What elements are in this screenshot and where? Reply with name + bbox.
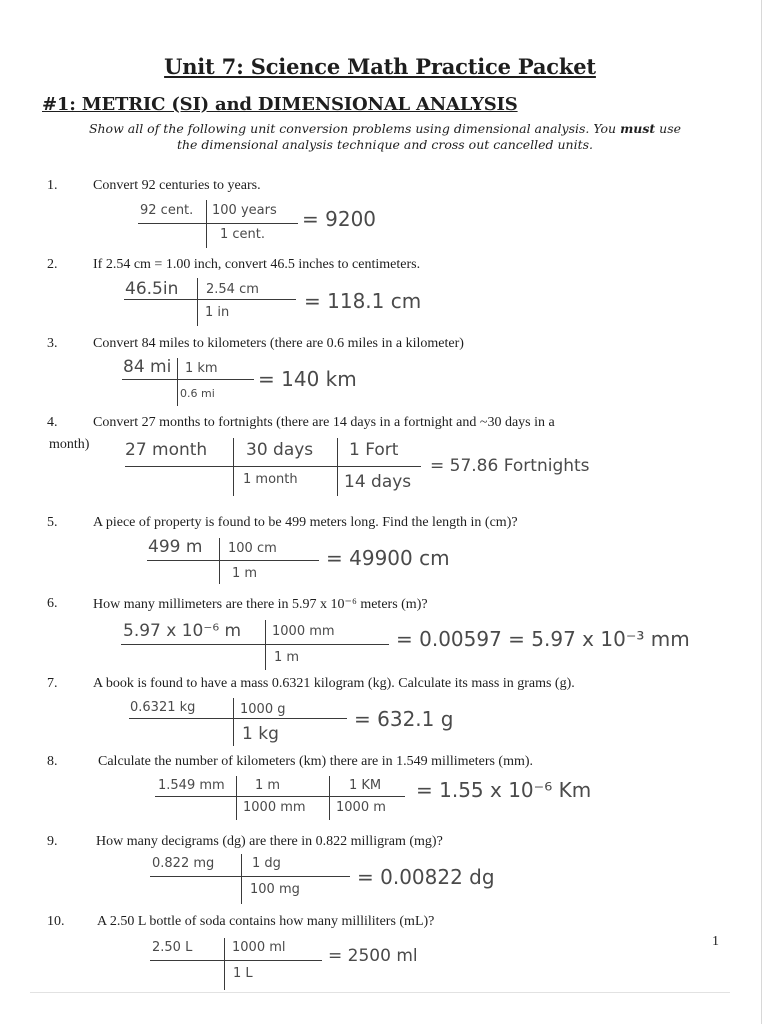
answer-result: = 57.86 Fortnights <box>430 456 590 476</box>
fraction-divider <box>265 620 266 670</box>
question-text: If 2.54 cm = 1.00 inch, convert 46.5 inches to centimeters. <box>93 257 421 272</box>
answer-numerator: 2.50 L <box>152 940 193 955</box>
answer-numerator: 100 years <box>212 203 277 218</box>
answer-numerator: 30 days <box>246 440 314 460</box>
answer-result: = 140 km <box>258 367 357 391</box>
answer-result: = 0.00822 dg <box>357 865 495 889</box>
answer-denominator: 1 month <box>243 472 298 487</box>
answer-denominator: 1 in <box>205 305 230 320</box>
answer-numerator: 1000 ml <box>232 940 286 955</box>
question-text: Convert 27 months to fortnights (there are 14 days in a fortnight and ~30 days in a <box>93 415 555 430</box>
answer-denominator: 1000 m <box>336 800 386 815</box>
question-text: How many decigrams (dg) are there in 0.822 milligram (mg)? <box>96 834 443 849</box>
question-number: 3. <box>47 336 58 351</box>
fraction-line <box>147 560 319 561</box>
answer-denominator: 1 kg <box>242 724 279 744</box>
answer-numerator: 84 mi <box>123 357 172 377</box>
question-number: 10. <box>47 914 65 929</box>
answer-result: = 2500 ml <box>328 946 418 966</box>
answer-numerator: 2.54 cm <box>206 282 259 297</box>
answer-numerator: 1.549 mm <box>158 778 225 793</box>
instructions-line2: the dimensional analysis technique and cross out cancelled units. <box>176 137 594 152</box>
answer-result: = 1.55 x 10⁻⁶ Km <box>416 778 592 802</box>
page-edge <box>761 0 762 1024</box>
question-number: 2. <box>47 257 58 272</box>
answer-numerator: 27 month <box>125 440 208 460</box>
question-number: 8. <box>47 754 58 769</box>
fraction-divider <box>329 776 330 820</box>
question-number: 9. <box>47 834 58 849</box>
page-title: Unit 7: Science Math Practice Packet <box>164 54 596 79</box>
answer-result: = 0.00597 = 5.97 x 10⁻³ mm <box>396 627 690 651</box>
answer-numerator: 92 cent. <box>140 203 194 218</box>
answer-numerator: 499 m <box>148 537 203 557</box>
answer-numerator: 1 m <box>255 778 281 793</box>
question-text-continued: month) <box>49 437 90 452</box>
answer-denominator: 0.6 mi <box>180 387 215 400</box>
fraction-line <box>150 876 350 877</box>
answer-numerator: 0.6321 kg <box>130 700 196 715</box>
answer-numerator: 46.5in <box>125 279 179 299</box>
answer-result: = 49900 cm <box>326 546 450 570</box>
answer-result: = 632.1 g <box>354 707 454 731</box>
instructions <box>40 121 730 153</box>
answer-numerator: 5.97 x 10⁻⁶ m <box>123 621 242 641</box>
question-number: 7. <box>47 676 58 691</box>
fraction-line <box>155 796 405 797</box>
fraction-divider <box>206 200 207 248</box>
section-heading: #1: METRIC (SI) and DIMENSIONAL ANALYSIS <box>42 94 518 115</box>
fraction-divider <box>224 938 225 990</box>
answer-numerator: 1000 mm <box>272 624 335 639</box>
question-number: 6. <box>47 596 58 611</box>
answer-denominator: 1000 mm <box>243 800 306 815</box>
fraction-divider <box>236 776 237 820</box>
answer-denominator: 1 m <box>232 566 258 581</box>
fraction-line <box>150 960 322 961</box>
question-text: A 2.50 L bottle of soda contains how many milliliters (mL)? <box>97 914 435 929</box>
fraction-divider <box>177 358 178 406</box>
question-number: 4. <box>47 415 58 430</box>
answer-numerator: 1 km <box>185 361 218 376</box>
fraction-divider <box>233 698 234 746</box>
fraction-divider <box>197 278 198 326</box>
fraction-divider <box>337 438 338 496</box>
question-number: 1. <box>47 178 58 193</box>
answer-numerator: 1000 g <box>240 702 286 717</box>
fraction-divider <box>233 438 234 496</box>
answer-numerator: 0.822 mg <box>152 856 215 871</box>
question-text: Convert 84 miles to kilometers (there are 0.6 miles in a kilometer) <box>93 336 464 351</box>
page-number: 1 <box>712 934 719 949</box>
question-number: 5. <box>47 515 58 530</box>
answer-numerator: 1 dg <box>252 856 281 871</box>
answer-denominator: 1 L <box>233 966 253 981</box>
instructions-line1a: Show all of the following unit conversion problems using dimensional analysis. You <box>88 121 621 136</box>
fraction-line <box>122 379 254 380</box>
page-bottom-line <box>30 992 730 993</box>
answer-result: = 118.1 cm <box>304 289 422 313</box>
fraction-line <box>125 466 421 467</box>
fraction-line <box>121 644 389 645</box>
fraction-divider <box>241 854 242 904</box>
instructions-emphasis: must <box>620 121 656 136</box>
question-text: A book is found to have a mass 0.6321 kilogram (kg). Calculate its mass in grams (g). <box>93 676 575 691</box>
answer-numerator: 100 cm <box>228 541 277 556</box>
question-text: Calculate the number of kilometers (km) there are in 1.549 millimeters (mm). <box>98 754 534 769</box>
fraction-line <box>124 299 296 300</box>
fraction-line <box>129 718 347 719</box>
answer-denominator: 1 m <box>274 650 300 665</box>
fraction-divider <box>219 538 220 584</box>
fraction-line <box>138 223 298 224</box>
answer-numerator: 1 Fort <box>349 440 399 460</box>
answer-numerator: 1 KM <box>349 778 382 793</box>
answer-denominator: 1 cent. <box>220 227 266 242</box>
question-text: A piece of property is found to be 499 meters long. Find the length in (cm)? <box>93 515 518 530</box>
question-text: How many millimeters are there in 5.97 x 10⁻⁶ meters (m)? <box>93 597 428 612</box>
answer-denominator: 14 days <box>344 472 412 492</box>
answer-denominator: 100 mg <box>250 882 300 897</box>
answer-result: = 9200 <box>302 207 377 231</box>
instructions-line1c: use <box>655 121 682 136</box>
question-text: Convert 92 centuries to years. <box>93 178 261 193</box>
